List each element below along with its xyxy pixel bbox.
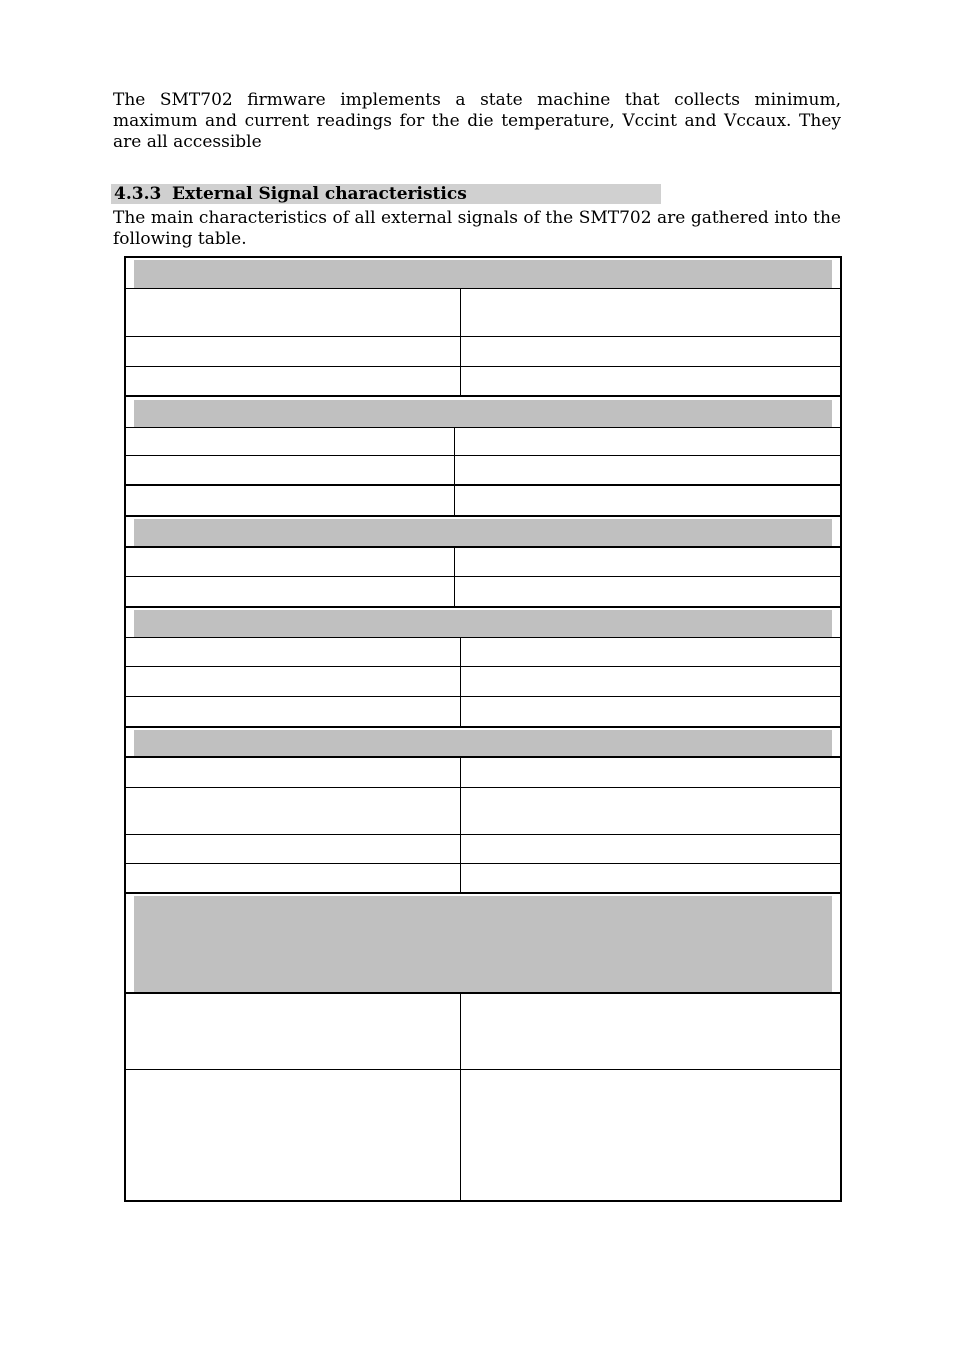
group-header-text: [134, 260, 146, 264]
table-cell: [461, 788, 841, 792]
table-cell: [461, 337, 841, 341]
group-header-4: [134, 610, 832, 637]
column-divider: [460, 288, 461, 396]
table-cell: [461, 638, 841, 642]
table-cell: [455, 548, 841, 552]
section-number: 4.3.3: [114, 184, 162, 204]
table-cell: [126, 667, 460, 671]
group-header-text: [134, 400, 146, 404]
table-cell: [461, 1070, 841, 1074]
group-header-5: [134, 730, 832, 756]
table-cell: [461, 835, 841, 839]
table-cell: [126, 1070, 460, 1074]
column-divider: [460, 637, 461, 727]
table-cell: [455, 577, 841, 581]
group-header-3: [134, 519, 832, 546]
group-divider: [126, 395, 840, 397]
table-cell: [461, 994, 841, 998]
table-cell: [126, 788, 460, 792]
table-cell: [126, 367, 460, 371]
table-cell: [455, 486, 841, 490]
table-cell: [455, 456, 841, 460]
group-header-6: [134, 896, 832, 992]
table-cell: [461, 289, 841, 293]
table-cell: [461, 864, 841, 868]
table-cell: [126, 864, 460, 868]
table-cell: [126, 289, 460, 293]
table-cell: [126, 456, 454, 460]
table-cell: [126, 758, 460, 762]
group-divider: [126, 515, 840, 517]
table-cell: [126, 638, 460, 642]
table-cell: [126, 548, 454, 552]
table-cell: [126, 486, 454, 490]
external-signals-table: [124, 256, 842, 1202]
group-header-2: [134, 400, 832, 427]
group-header-text: [134, 519, 146, 523]
group-divider: [126, 726, 840, 728]
table-cell: [461, 367, 841, 371]
table-cell: [126, 994, 460, 998]
table-cell: [461, 667, 841, 671]
group-header-1: [134, 260, 832, 288]
section-title: External Signal characteristics: [172, 184, 467, 204]
group-header-text: [134, 730, 146, 734]
column-divider: [460, 756, 461, 893]
column-divider: [454, 427, 455, 516]
table-cell: [126, 835, 460, 839]
section-heading: [111, 184, 661, 204]
table-cell: [126, 697, 460, 701]
table-cell: [461, 697, 841, 701]
table-cell: [126, 337, 460, 341]
intro-paragraph: The SMT702 firmware implements a state machine that collects minimum, maximum and current readings for the die temperature, Vccint and Vccaux. They are all accessible: [113, 90, 841, 152]
group-divider: [126, 606, 840, 608]
table-cell: [126, 428, 454, 432]
table-cell: [455, 428, 841, 432]
column-divider: [460, 992, 461, 1202]
table-intro-paragraph: The main characteristics of all external signals of the SMT702 are gathered into the following table.: [113, 208, 841, 249]
group-divider: [126, 892, 840, 894]
group-header-text: [134, 896, 146, 900]
table-cell: [461, 758, 841, 762]
group-header-text: [134, 610, 146, 614]
table-cell: [126, 577, 454, 581]
